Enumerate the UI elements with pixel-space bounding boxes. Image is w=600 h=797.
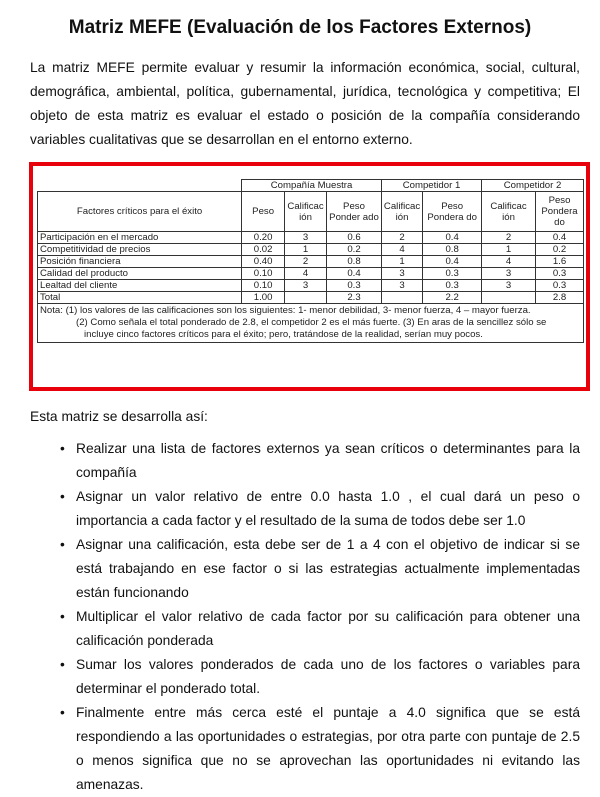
value-cell: 2 (381, 232, 422, 244)
bullet-icon: • (60, 705, 65, 720)
group-header-row (38, 180, 584, 192)
value-cell: 0.10 (242, 280, 285, 292)
value-cell: 0.8 (423, 244, 482, 256)
note-1: Nota: (1) los valores de las calificaciones son los siguientes: 1- menor debilidad, 3- menor fuerza, 4 – mayor fuerza. (40, 305, 531, 316)
table-row (38, 280, 584, 292)
value-cell: 2.8 (536, 292, 584, 304)
value-cell: 2.3 (327, 292, 382, 304)
note-3: incluye cinco factores críticos para el éxito; pero, tratándose de la realidad, serían muy pocos. (84, 329, 483, 340)
list-item-text: Sumar los valores ponderados de cada uno de los factores o variables para determinar el ponderado total. (76, 657, 580, 696)
list-item-text: Finalmente entre más cerca esté el puntaje a 4.0 significa que se está respondiendo a las oportunidades o estrategias, por otra parte con puntaje de 2.5 o menos significa que no se aprovechan las oportunidades ni evitando las amenazas. (76, 705, 580, 792)
value-cell: 0.4 (327, 268, 382, 280)
value-cell: 2 (285, 256, 327, 268)
group-header: Competidor 2 (482, 180, 584, 192)
column-header: Peso Pondera do (423, 192, 482, 232)
value-cell: 4 (285, 268, 327, 280)
list-item (30, 701, 580, 797)
value-cell: 1 (482, 244, 536, 256)
value-cell: 0.4 (423, 232, 482, 244)
value-cell: 4 (381, 244, 422, 256)
value-cell: 3 (482, 268, 536, 280)
factor-cell: Total (38, 292, 242, 304)
value-cell: 0.2 (327, 244, 382, 256)
list-item-text: Multiplicar el valor relativo de cada factor por su calificación para obtener una calificación ponderada (76, 609, 580, 648)
value-cell: 1 (285, 244, 327, 256)
value-cell: 3 (285, 280, 327, 292)
value-cell (381, 292, 422, 304)
bullet-icon: • (60, 609, 65, 624)
list-item (30, 437, 580, 485)
value-cell: 0.6 (327, 232, 382, 244)
bullet-icon: • (60, 489, 65, 504)
value-cell: 0.3 (423, 280, 482, 292)
value-cell: 0.8 (327, 256, 382, 268)
value-cell: 2 (482, 232, 536, 244)
value-cell: 0.2 (536, 244, 584, 256)
mefe-table-frame (29, 162, 590, 391)
column-header: Peso Ponder ado (327, 192, 382, 232)
value-cell: 0.10 (242, 268, 285, 280)
value-cell: 3 (482, 280, 536, 292)
column-header-row (38, 192, 584, 232)
note-2: (2) Como señala el total ponderado de 2.8, el competidor 2 es el más fuerte. (3) En aras de la sencillez sólo se (76, 317, 547, 328)
column-header: Factores críticos para el éxito (38, 192, 242, 232)
value-cell: 0.3 (327, 280, 382, 292)
page-title: Matriz MEFE (Evaluación de los Factores Externos) (68, 17, 532, 38)
intro-paragraph: La matriz MEFE permite evaluar y resumir la información económica, social, cultural, demográfica, ambiental, política, gubernamental, jurídica, tecnológica y competitiva; El objeto de esta matriz es evaluar el estado o posición de la compañía considerando variables cualitativas que se desarrollan en el entorno externo. (30, 60, 580, 147)
factor-cell: Lealtad del cliente (38, 280, 242, 292)
column-header: Calificac ión (381, 192, 422, 232)
factor-cell: Competitividad de precios (38, 244, 242, 256)
column-header: Calificac ión (285, 192, 327, 232)
value-cell: 1.00 (242, 292, 285, 304)
list-item (30, 653, 580, 701)
value-cell: 0.3 (423, 268, 482, 280)
group-header: Competidor 1 (381, 180, 481, 192)
list-item (30, 605, 580, 653)
value-cell (285, 292, 327, 304)
value-cell: 0.02 (242, 244, 285, 256)
list-item-text: Realizar una lista de factores externos ya sean críticos o determinantes para la compañía (76, 441, 580, 480)
list-item-text: Asignar una calificación, esta debe ser de 1 a 4 con el objetivo de indicar si se está trabajando en ese factor o si las estrategias actualmente implementadas están funcionando (76, 537, 580, 600)
column-header: Peso Pondera do (536, 192, 584, 232)
table-row (38, 256, 584, 268)
value-cell: 2.2 (423, 292, 482, 304)
value-cell: 0.40 (242, 256, 285, 268)
table-row (38, 232, 584, 244)
value-cell: 3 (381, 268, 422, 280)
table-row (38, 268, 584, 280)
list-item (30, 485, 580, 533)
note-row (38, 304, 584, 343)
value-cell: 1 (381, 256, 422, 268)
value-cell: 1.6 (536, 256, 584, 268)
value-cell: 0.3 (536, 280, 584, 292)
factor-cell: Calidad del producto (38, 268, 242, 280)
list-item-text: Asignar un valor relativo de entre 0.0 hasta 1.0 , el cual dará un peso o importancia a cada factor y el resultado de la suma de todos debe ser 1.0 (76, 489, 580, 528)
table-row (38, 292, 584, 304)
mefe-table (37, 179, 584, 343)
value-cell: 0.4 (536, 232, 584, 244)
steps-list (30, 437, 580, 797)
value-cell (482, 292, 536, 304)
factor-cell: Posición financiera (38, 256, 242, 268)
column-header: Peso (242, 192, 285, 232)
group-header: Compañía Muestra (242, 180, 382, 192)
value-cell: 0.3 (536, 268, 584, 280)
value-cell: 3 (285, 232, 327, 244)
factor-cell: Participación en el mercado (38, 232, 242, 244)
value-cell: 3 (381, 280, 422, 292)
value-cell: 0.4 (423, 256, 482, 268)
bullet-icon: • (60, 441, 65, 456)
bullet-icon: • (60, 537, 65, 552)
bullet-icon: • (60, 657, 65, 672)
value-cell: 0.20 (242, 232, 285, 244)
value-cell: 4 (482, 256, 536, 268)
column-header: Calificac ión (482, 192, 536, 232)
table-row (38, 244, 584, 256)
subtitle: Esta matriz se desarrolla así: (30, 409, 208, 424)
list-item (30, 533, 580, 605)
